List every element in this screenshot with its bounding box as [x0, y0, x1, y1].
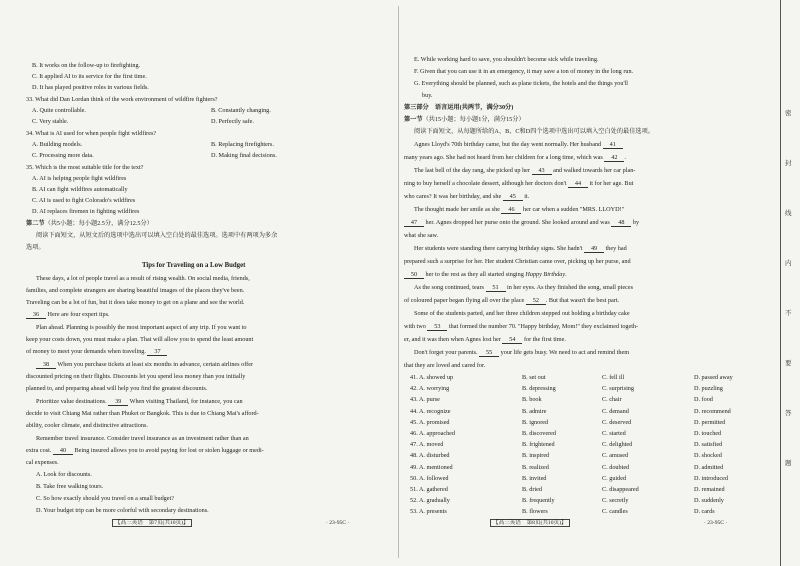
- blank-48[interactable]: 48: [611, 220, 631, 227]
- choice-option[interactable]: D. remained: [694, 486, 725, 493]
- margin-char: 封: [785, 159, 792, 167]
- cloze-line: Her students were standing there carrying birthday signs. She hadn't 49 they had: [414, 245, 627, 252]
- choice-row: [404, 409, 770, 420]
- choice-option[interactable]: C. candles: [602, 508, 628, 516]
- q33-stem: 33. What did Dan Lordan think of the work environment of wildfire fighters?: [26, 96, 218, 103]
- q33-option-b: B. Constantly changing.: [211, 107, 271, 114]
- choice-option[interactable]: D. recommend: [694, 407, 731, 415]
- cloze-line: 47 her. Agnes dropped her purse onto the ground. She looked around and was 48 by: [404, 220, 639, 227]
- cloze-line: er, and it was then when Agnes lost her 54 for the first time.: [404, 336, 566, 343]
- q34-option-b: B. Replacing firefighters.: [211, 141, 274, 148]
- choice-option[interactable]: 51. A. gathered: [410, 486, 448, 493]
- q35-option-d: D. AI replaces firemen in fighting wildfires: [32, 208, 140, 215]
- blank-42[interactable]: 42: [604, 155, 624, 162]
- blank-37[interactable]: 37: [147, 349, 167, 356]
- q35-stem: 35. Which is the most suitable title for the text?: [26, 164, 144, 171]
- choice-option[interactable]: B. book: [522, 396, 542, 404]
- margin-char: 线: [785, 209, 792, 217]
- choice-option[interactable]: 48. A. disturbed: [410, 452, 450, 460]
- section1-instruction: 阅读下面短文，从每题所给的A、B、C和D四个选项中选出可以填入空白处的最佳选项。: [414, 128, 654, 135]
- choice-option[interactable]: D. shocked: [694, 452, 722, 460]
- blank-51[interactable]: 51: [486, 285, 506, 292]
- choice-option[interactable]: 47. A. moved: [410, 441, 444, 449]
- choice-option[interactable]: D. puzzling: [694, 385, 723, 393]
- paragraph-line: Prioritize value destinations. 39 When visiting Thailand, for instance, you can: [36, 398, 243, 405]
- choice-option[interactable]: 53. A. presents: [410, 508, 447, 516]
- choice-option[interactable]: B. flowers: [522, 508, 548, 516]
- choice-option[interactable]: 43. A. purse: [410, 396, 440, 404]
- cloze-line: who cares? It was her birthday, and she 45 it.: [404, 193, 530, 200]
- cloze-line: The thought made her smile as she 46 her car when a sudden "MRS. LLOYD!": [414, 206, 625, 213]
- cloze-line: with two 53 that formed the number 70. "Happy birthday, Mom!" they exclaimed togeth-: [404, 323, 639, 330]
- cloze-line: prepared such a surprise for her. Her student Christian came over, picking up her purse, and: [404, 258, 631, 265]
- blank-38[interactable]: 38: [36, 362, 56, 369]
- choice-option[interactable]: 49. A. mentioned: [410, 463, 453, 471]
- choice-option[interactable]: C. surprising: [602, 385, 634, 393]
- paragraph-line: 38 When you purchase tickets at least six months in advance, certain airlines offer: [26, 362, 253, 369]
- q32-option-d: D. It has played positive roles in various fields.: [32, 84, 149, 91]
- q34-stem: 34. What is AI used for when people fight wildfires?: [26, 130, 157, 137]
- choice-row: [404, 465, 770, 476]
- choice-option[interactable]: C. guided: [602, 474, 627, 482]
- column-divider: [398, 6, 399, 558]
- binding-margin: [780, 0, 800, 566]
- q34-option-d: D. Making final decisions.: [211, 152, 277, 159]
- q35-option-c: C. AI is used to fight Colorado's wildfires: [32, 197, 136, 204]
- choice-option[interactable]: B. invited: [522, 474, 547, 482]
- choice-option[interactable]: D. food: [694, 396, 713, 404]
- q32-option-c: C. It applied AI to its service for the first time.: [32, 73, 147, 80]
- q33-option-a: A. Quite controllable.: [32, 107, 86, 114]
- cloze-line: Agnes Lloyd's 70th birthday came, but the day went normally. Her husband 41: [404, 142, 623, 149]
- passage-title: Tips for Traveling on a Low Budget: [142, 262, 246, 269]
- paragraph-line: Remember travel insurance. Consider travel insurance as an investment rather than an: [36, 435, 249, 442]
- choice-option[interactable]: 44. A. recognize: [410, 407, 451, 415]
- choice-option[interactable]: 46. A. approached: [410, 430, 456, 437]
- choice-row: [404, 453, 770, 464]
- blank-45[interactable]: 45: [503, 194, 523, 201]
- choice-option[interactable]: C. started: [602, 430, 626, 437]
- paragraph-line: 36 Here are four expert tips.: [26, 312, 110, 319]
- choice-row: [404, 509, 770, 520]
- blank-49[interactable]: 49: [584, 246, 604, 253]
- choice-row: [404, 498, 770, 509]
- choice-option[interactable]: B. frequently: [522, 497, 555, 505]
- blank-41[interactable]: 41: [603, 142, 623, 149]
- choice-option[interactable]: 41. A. showed up: [410, 374, 454, 381]
- page-code: · 23-95C ·: [326, 520, 350, 526]
- blank-52[interactable]: 52: [526, 298, 546, 305]
- paragraph-line: keep your costs down, you must make a plan. That will allow you to spend the least amount: [26, 336, 254, 343]
- paragraph-line: These days, a lot of people travel as a result of rising wealth. On social media, friends,: [36, 275, 250, 282]
- option-b: B. Take free walking tours.: [36, 483, 104, 490]
- paragraph-line: Plan ahead. Planning is possibly the most important aspect of any trip. If you want to: [36, 324, 247, 331]
- blank-54[interactable]: 54: [502, 337, 522, 344]
- blank-43[interactable]: 43: [532, 168, 552, 175]
- paragraph-line: extra cost. 40 Being insured allows you to avoid paying for lost or stolen luggage or medi-: [26, 447, 264, 454]
- paragraph-line: of money to meet your demands when traveling. 37: [26, 349, 167, 356]
- paragraph-line: discounted pricing on their flights. Discounts let you spend less money than you initially: [26, 373, 246, 380]
- choice-option[interactable]: 52. A. gradually: [410, 497, 450, 505]
- choice-option[interactable]: C. chair: [602, 396, 622, 404]
- blank-46[interactable]: 46: [501, 207, 521, 214]
- choice-option[interactable]: B. depressing: [522, 385, 556, 393]
- paragraph-line: planned to, and preparing ahead will help you find the greatest discounts.: [26, 385, 208, 392]
- choice-option[interactable]: B. dried: [522, 486, 542, 493]
- section1-heading: 第一节（共15小题；每小题1分，满分15分）: [404, 116, 525, 123]
- cloze-line: many years ago. She had not heard from her children for a long time, which was 42 .: [404, 154, 626, 161]
- choice-option[interactable]: C. fell ill: [602, 374, 625, 381]
- cloze-line: ning to buy herself a chocolate dessert, although her doctors don't 44 it for her age. But: [404, 180, 634, 187]
- choice-option[interactable]: 50. A. followed: [410, 474, 449, 482]
- choice-option[interactable]: D. satisfied: [694, 441, 723, 449]
- blank-40[interactable]: 40: [53, 448, 73, 455]
- part3-heading: 第三部分 语言运用(共两节，满分30分): [404, 104, 514, 111]
- choice-option[interactable]: D. suddenly: [694, 497, 724, 505]
- option-d: D. Your budget trip can be more colorful with secondary destinations.: [36, 507, 209, 514]
- q35-option-a: A. AI is helping people fight wildfires: [32, 175, 127, 182]
- q33-option-c: C. Very stable.: [32, 118, 69, 125]
- choice-option[interactable]: B. ignored: [522, 418, 549, 426]
- cloze-line: that they are loved and cared for.: [404, 362, 486, 369]
- choice-option[interactable]: D. touched: [694, 430, 722, 437]
- cloze-line: of coloured paper began flying all over the place 52 . But that wasn't the best part.: [404, 297, 620, 304]
- choice-option[interactable]: D. admitted: [694, 463, 724, 471]
- choice-option[interactable]: B. inspired: [522, 452, 550, 460]
- page-footer: 【高三英语 第7页(共10页)】: [112, 521, 192, 527]
- cloze-line: Don't forget your parents. 55 your life gets busy. We need to act and remind them: [414, 349, 630, 356]
- margin-char: 内: [785, 259, 792, 267]
- paragraph-line: ability, cooler climate, and distinctive attractions.: [26, 422, 148, 429]
- choice-option[interactable]: B. admire: [522, 407, 547, 415]
- q34-option-c: C. Processing more data.: [32, 152, 94, 159]
- choice-option[interactable]: B. realized: [522, 463, 549, 471]
- choice-option[interactable]: B. discovered: [522, 430, 557, 437]
- choice-option[interactable]: 45. A. promised: [410, 418, 450, 426]
- choice-option[interactable]: D. passed away: [694, 374, 733, 381]
- paragraph-line: families, and complete strangers are sharing beautiful images of the places they've been.: [26, 287, 245, 294]
- q33-option-d: D. Perfectly safe.: [211, 118, 254, 125]
- section2-instruction: 阅读下面短文，从短文后的选项中选出可以填入空白处的最佳选项。选项中有两项为多余: [36, 232, 278, 239]
- choice-row: [404, 386, 770, 397]
- choice-option[interactable]: D. introduced: [694, 474, 729, 482]
- option-c: C. So how exactly should you travel on a small budget?: [36, 495, 174, 502]
- q32-option-b: B. It works on the follow-up to firefighting.: [32, 62, 141, 69]
- margin-char: 答: [785, 409, 792, 417]
- cloze-line: Some of the students parted, and her three children stepped out holding a birthday cake: [414, 310, 630, 317]
- choice-row: [404, 397, 770, 408]
- blank-36[interactable]: 36: [26, 312, 46, 319]
- cloze-line: 50 her to the rest as they all started singing Happy Birthday.: [404, 272, 567, 279]
- blank-53[interactable]: 53: [427, 324, 447, 331]
- blank-47[interactable]: 47: [404, 220, 424, 227]
- choice-option[interactable]: D. cards: [694, 508, 715, 516]
- choice-option[interactable]: C. delighted: [602, 441, 633, 449]
- q35-option-b: B. AI can fight wildfires automatically: [32, 186, 128, 193]
- option-g-cont: buy.: [422, 92, 433, 99]
- option-f: F. Given that you can use it in an emergency, it may save a ton of money in the long run.: [414, 68, 634, 75]
- choice-option[interactable]: C. secretly: [602, 497, 629, 505]
- blank-44[interactable]: 44: [568, 181, 588, 188]
- section2-heading: 第二节（共5小题；每小题2.5分，满分12.5分）: [26, 220, 153, 227]
- option-g: G. Everything should be planned, such as plane tickets, the hotels and the things you'll: [414, 80, 629, 87]
- page-code: · 23-95C ·: [704, 520, 728, 526]
- choice-option[interactable]: B. set out: [522, 374, 546, 381]
- section2-instruction-cont: 选项。: [26, 244, 45, 251]
- choice-option[interactable]: D. permitted: [694, 418, 726, 426]
- choice-option[interactable]: C. deserved: [602, 418, 632, 426]
- margin-char: 不: [785, 309, 792, 317]
- cloze-line: As the song continued, tears 51 in her eyes. As they finished the song, small pieces: [414, 284, 634, 291]
- margin-char: 题: [785, 459, 792, 467]
- paragraph-line: Traveling can be a lot of fun, but it does take money to get on a plane and see the world.: [26, 299, 245, 306]
- choice-option[interactable]: C. amused: [602, 452, 629, 460]
- paragraph-line: cal expenses.: [26, 459, 59, 466]
- choice-option[interactable]: C. disappeared: [602, 486, 639, 493]
- page-footer: 【高三英语 第8页(共10页)】: [490, 521, 570, 527]
- blank-39[interactable]: 39: [108, 399, 128, 406]
- q34-option-a: A. Building models.: [32, 141, 83, 148]
- option-a: A. Look for discounts.: [36, 471, 92, 478]
- cloze-line: The last bell of the day rang, she picked up her 43 and walked towards her car plan-: [414, 167, 636, 174]
- paragraph-line: decide to visit Chiang Mai rather than Phuket or Bangkok. This is due to Chiang Mai's afford-: [26, 410, 259, 417]
- margin-char: 要: [785, 359, 792, 367]
- cloze-line: what she saw.: [404, 232, 439, 239]
- choice-option[interactable]: C. doubted: [602, 463, 630, 471]
- blank-50[interactable]: 50: [404, 272, 424, 279]
- choice-option[interactable]: C. demand: [602, 407, 629, 415]
- option-e: E. While working hard to save, you shouldn't become sick while traveling.: [414, 56, 599, 63]
- choice-option[interactable]: 42. A. worrying: [410, 385, 450, 393]
- choice-option[interactable]: B. frightened: [522, 441, 555, 449]
- blank-55[interactable]: 55: [479, 350, 499, 357]
- margin-char: 密: [785, 109, 792, 117]
